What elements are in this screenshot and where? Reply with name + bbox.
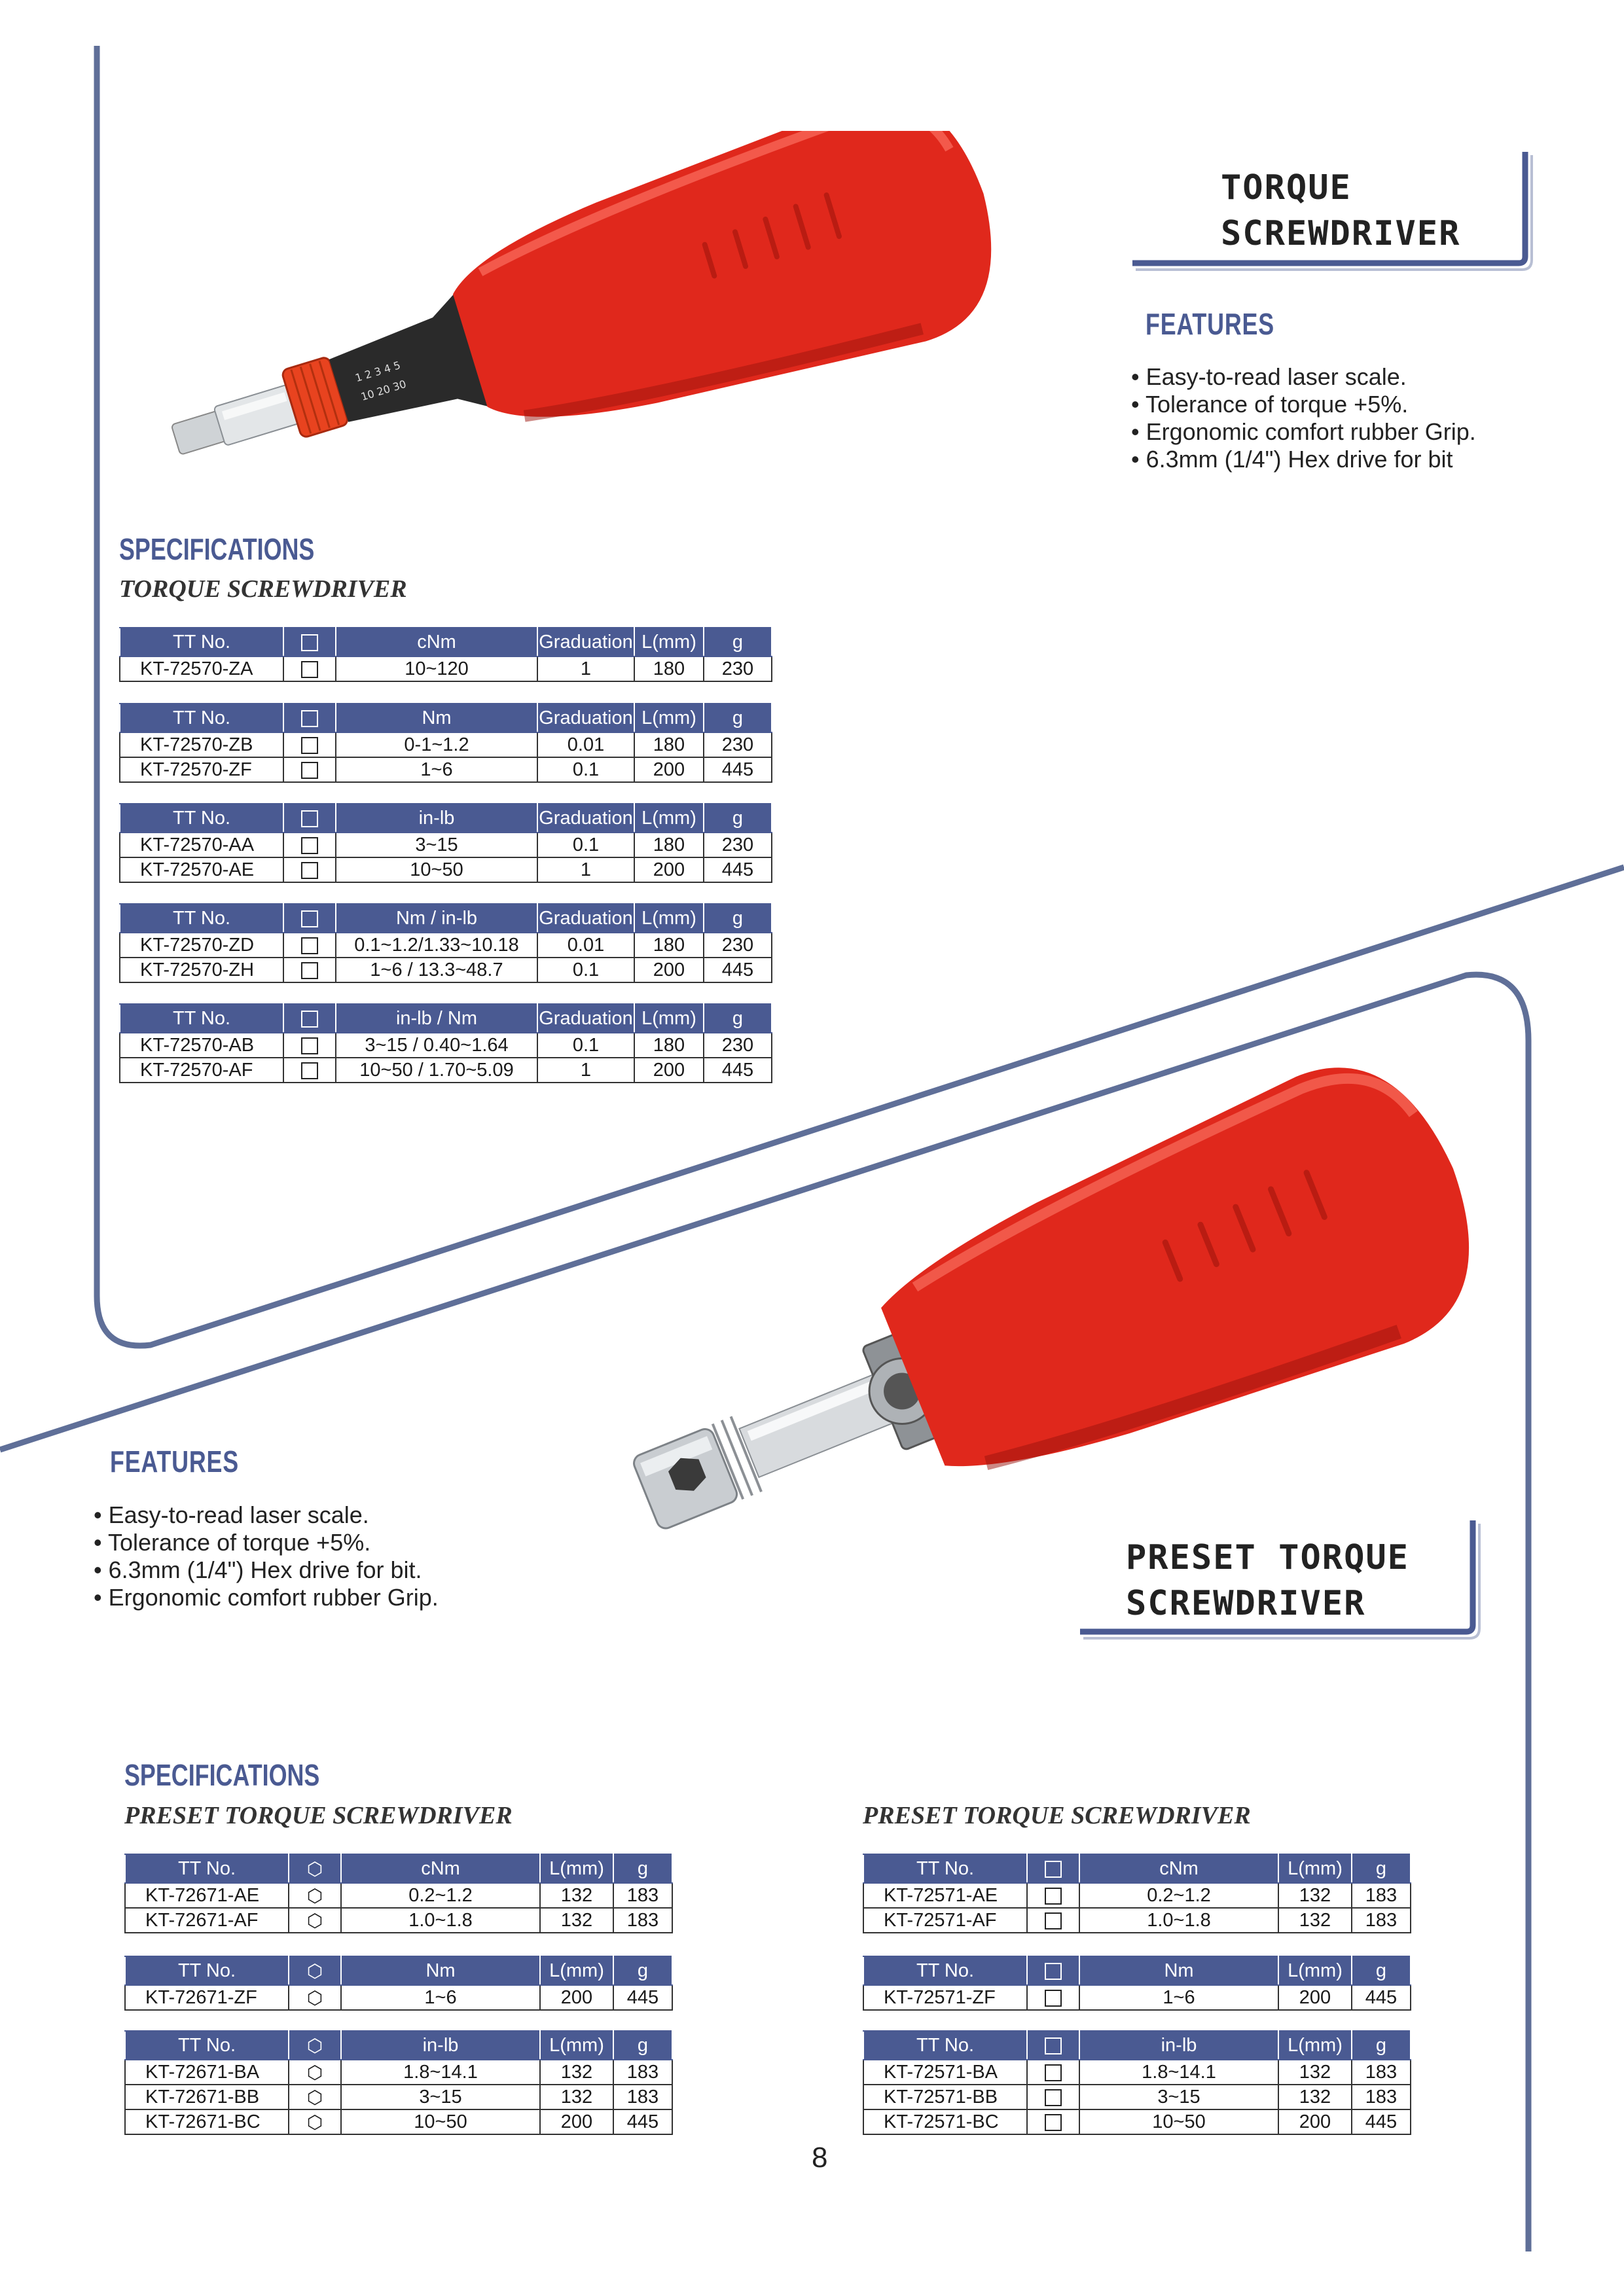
hex-drive-icon: ⬡: [289, 2109, 341, 2134]
column-header: TT No.: [125, 2031, 289, 2060]
title-line-2: SCREWDRIVER: [1126, 1584, 1366, 1623]
column-header: Graduation: [537, 704, 634, 732]
table-cell: 230: [704, 1033, 772, 1058]
table-cell: 1~6: [1079, 1985, 1278, 2010]
table-row: [120, 933, 772, 958]
table-cell: 1.8~14.1: [1079, 2060, 1278, 2085]
table-cell: 0.1: [537, 757, 634, 782]
square-drive-icon: [283, 732, 336, 757]
column-header: g: [613, 1854, 672, 1883]
table-cell: 445: [1352, 1985, 1411, 2010]
column-header: L(mm): [540, 1956, 613, 1985]
hex-drive-icon: ⬡: [289, 2060, 341, 2085]
column-header: L(mm): [634, 628, 704, 656]
hex-drive-icon: ⬡: [289, 1854, 341, 1883]
table-cell: 183: [613, 1883, 672, 1908]
square-drive-icon: [1027, 2060, 1079, 2085]
table-cell: KT-72671-BA: [125, 2060, 289, 2085]
table-cell: 1: [537, 1058, 634, 1083]
column-header: Nm: [336, 704, 537, 732]
table-cell: 132: [540, 2060, 613, 2085]
table-cell: KT-72671-AE: [125, 1883, 289, 1908]
table-header-row: [863, 2031, 1411, 2060]
table-cell: 1.0~1.8: [1079, 1908, 1278, 1933]
table-cell: KT-72570-ZF: [120, 757, 283, 782]
square-drive-icon: [283, 857, 336, 882]
column-header: cNm: [336, 628, 537, 656]
table-header-row: [125, 2031, 672, 2060]
column-header: g: [704, 804, 772, 833]
title-line-1: TORQUE: [1221, 168, 1352, 207]
table-cell: KT-72570-ZA: [120, 656, 283, 681]
column-header: TT No.: [863, 1956, 1027, 1985]
column-header: in-lb: [336, 804, 537, 833]
column-header: g: [704, 1004, 772, 1033]
table-cell: 183: [1352, 1908, 1411, 1933]
hex-drive-icon: ⬡: [289, 1956, 341, 1985]
table-cell: 180: [634, 656, 704, 681]
table-header-row: [125, 1854, 672, 1883]
table-row: [125, 1985, 672, 2010]
table-cell: 230: [704, 933, 772, 958]
feature-item: • Tolerance of torque +5%.: [94, 1529, 439, 1556]
preset-torque-screwdriver-title: [1126, 1535, 1409, 1626]
table-cell: 3~15: [1079, 2085, 1278, 2109]
feature-item: • Tolerance of torque +5%.: [1131, 391, 1476, 418]
table-cell: 183: [1352, 1883, 1411, 1908]
square-drive-icon: [1027, 1985, 1079, 2010]
features-heading: FEATURES: [110, 1444, 239, 1479]
column-header: TT No.: [125, 1956, 289, 1985]
specifications-subtitle: TORQUE SCREWDRIVER: [119, 575, 407, 603]
spec-table: [863, 1854, 1411, 1933]
table-row: [120, 732, 772, 757]
table-cell: 183: [1352, 2060, 1411, 2085]
table-cell: 230: [704, 833, 772, 857]
table-cell: 200: [634, 857, 704, 882]
feature-item: • Ergonomic comfort rubber Grip.: [94, 1584, 439, 1611]
table-cell: KT-72570-AA: [120, 833, 283, 857]
svg-text:1 2 3 4 5: 1 2 3 4 5: [353, 359, 403, 385]
table-cell: KT-72571-BB: [863, 2085, 1027, 2109]
table-cell: 0.01: [537, 933, 634, 958]
column-header: L(mm): [1278, 1854, 1352, 1883]
feature-item: • Easy-to-read laser scale.: [1131, 363, 1476, 391]
table-header-row: [125, 1956, 672, 1985]
spec-table: [124, 1854, 673, 1933]
square-drive-icon: [283, 704, 336, 732]
square-drive-icon: [283, 904, 336, 933]
table-cell: 132: [1278, 1908, 1352, 1933]
column-header: L(mm): [1278, 2031, 1352, 2060]
table-header-row: [120, 1004, 772, 1033]
table-row: [120, 958, 772, 982]
column-header: L(mm): [634, 904, 704, 933]
table-cell: 132: [540, 1908, 613, 1933]
table-cell: KT-72570-ZH: [120, 958, 283, 982]
column-header: TT No.: [120, 628, 283, 656]
preset-torque-screwdriver-image: [576, 1034, 1492, 1571]
table-header-row: [863, 1854, 1411, 1883]
table-cell: 200: [1278, 1985, 1352, 2010]
hex-drive-icon: ⬡: [289, 2085, 341, 2109]
column-header: g: [704, 628, 772, 656]
table-row: [120, 833, 772, 857]
square-drive-icon: [283, 656, 336, 681]
column-header: L(mm): [1278, 1956, 1352, 1985]
column-header: in-lb / Nm: [336, 1004, 537, 1033]
column-header: TT No.: [120, 804, 283, 833]
spec-table: [863, 1956, 1411, 2011]
square-drive-icon: [283, 933, 336, 958]
column-header: Graduation: [537, 904, 634, 933]
column-header: L(mm): [634, 804, 704, 833]
hex-drive-icon: ⬡: [289, 1883, 341, 1908]
table-cell: KT-72571-BC: [863, 2109, 1027, 2134]
table-row: [863, 1883, 1411, 1908]
table-cell: 3~15: [336, 833, 537, 857]
spec-table: [119, 627, 772, 682]
square-drive-icon: [1027, 1956, 1079, 1985]
table-cell: 445: [704, 857, 772, 882]
table-cell: 445: [613, 2109, 672, 2134]
table-row: [863, 1985, 1411, 2010]
square-drive-icon: [1027, 1883, 1079, 1908]
column-header: Nm: [341, 1956, 540, 1985]
column-header: g: [704, 904, 772, 933]
table-cell: 132: [1278, 2085, 1352, 2109]
feature-item: • Easy-to-read laser scale.: [94, 1501, 439, 1529]
table-cell: KT-72671-ZF: [125, 1985, 289, 2010]
title-line-1: PRESET TORQUE: [1126, 1538, 1409, 1577]
feature-item: • 6.3mm (1/4") Hex drive for bit: [1131, 446, 1476, 473]
table-cell: 230: [704, 656, 772, 681]
hex-drive-icon: ⬡: [289, 1908, 341, 1933]
table-cell: 1~6: [341, 1985, 540, 2010]
table-row: [863, 2109, 1411, 2134]
square-drive-icon: [283, 1033, 336, 1058]
column-header: Graduation: [537, 1004, 634, 1033]
torque-screwdriver-image: [131, 131, 1047, 497]
page-number: 8: [812, 2142, 828, 2174]
table-cell: 230: [704, 732, 772, 757]
specifications-heading: SPECIFICATIONS: [119, 532, 315, 566]
table-cell: 0.01: [537, 732, 634, 757]
table-cell: 180: [634, 1033, 704, 1058]
square-drive-icon: [283, 833, 336, 857]
square-drive-icon: [283, 1058, 336, 1083]
table-cell: KT-72570-AE: [120, 857, 283, 882]
table-cell: 10~50 / 1.70~5.09: [336, 1058, 537, 1083]
table-cell: KT-72570-ZD: [120, 933, 283, 958]
column-header: L(mm): [540, 1854, 613, 1883]
column-header: TT No.: [120, 1004, 283, 1033]
specifications-heading: SPECIFICATIONS: [124, 1758, 320, 1792]
square-drive-icon: [1027, 2031, 1079, 2060]
table-cell: 445: [704, 757, 772, 782]
table-row: [863, 1908, 1411, 1933]
table-cell: 10~50: [336, 857, 537, 882]
table-cell: 200: [1278, 2109, 1352, 2134]
spec-table: [119, 903, 772, 983]
table-cell: 183: [1352, 2085, 1411, 2109]
table-header-row: [120, 804, 772, 833]
table-row: [120, 656, 772, 681]
table-cell: 1.0~1.8: [341, 1908, 540, 1933]
features-list: [94, 1501, 439, 1611]
table-cell: 3~15: [341, 2085, 540, 2109]
column-header: g: [704, 704, 772, 732]
hex-drive-icon: ⬡: [289, 1985, 341, 2010]
left-spec-subtitle: PRESET TORQUE SCREWDRIVER: [124, 1802, 513, 1829]
features-list: [1131, 363, 1476, 473]
svg-text:10 20 30: 10 20 30: [359, 377, 408, 403]
table-cell: 445: [613, 1985, 672, 2010]
table-cell: 132: [540, 1883, 613, 1908]
table-cell: 445: [1352, 2109, 1411, 2134]
table-cell: 132: [540, 2085, 613, 2109]
table-cell: 183: [613, 2060, 672, 2085]
column-header: in-lb: [1079, 2031, 1278, 2060]
table-cell: 10~120: [336, 656, 537, 681]
table-header-row: [120, 628, 772, 656]
spec-table: [119, 803, 772, 883]
column-header: TT No.: [125, 1854, 289, 1883]
table-row: [125, 2085, 672, 2109]
table-cell: KT-72571-AF: [863, 1908, 1027, 1933]
table-cell: KT-72671-BB: [125, 2085, 289, 2109]
column-header: L(mm): [540, 2031, 613, 2060]
square-drive-icon: [283, 804, 336, 833]
column-header: Nm: [1079, 1956, 1278, 1985]
column-header: g: [613, 2031, 672, 2060]
table-cell: 10~50: [341, 2109, 540, 2134]
square-drive-icon: [1027, 2109, 1079, 2134]
title-line-2: SCREWDRIVER: [1221, 214, 1461, 253]
column-header: TT No.: [863, 2031, 1027, 2060]
table-cell: 200: [540, 1985, 613, 2010]
table-cell: 0.1: [537, 833, 634, 857]
hex-drive-icon: ⬡: [289, 2031, 341, 2060]
column-header: g: [1352, 2031, 1411, 2060]
column-header: cNm: [341, 1854, 540, 1883]
column-header: TT No.: [120, 904, 283, 933]
column-header: Graduation: [537, 804, 634, 833]
table-cell: 1.8~14.1: [341, 2060, 540, 2085]
table-cell: 180: [634, 732, 704, 757]
table-cell: KT-72571-AE: [863, 1883, 1027, 1908]
column-header: Graduation: [537, 628, 634, 656]
table-cell: 1: [537, 857, 634, 882]
table-cell: 0.2~1.2: [341, 1883, 540, 1908]
square-drive-icon: [283, 757, 336, 782]
table-cell: KT-72570-AF: [120, 1058, 283, 1083]
table-cell: 1: [537, 656, 634, 681]
table-cell: 0-1~1.2: [336, 732, 537, 757]
table-cell: 180: [634, 933, 704, 958]
table-cell: 445: [704, 1058, 772, 1083]
square-drive-icon: [1027, 1908, 1079, 1933]
table-cell: 183: [613, 2085, 672, 2109]
torque-screwdriver-title: [1221, 165, 1460, 257]
square-drive-icon: [1027, 2085, 1079, 2109]
table-cell: KT-72671-AF: [125, 1908, 289, 1933]
table-header-row: [120, 704, 772, 732]
table-cell: 0.1: [537, 1033, 634, 1058]
table-cell: KT-72570-AB: [120, 1033, 283, 1058]
square-drive-icon: [1027, 1854, 1079, 1883]
features-heading: FEATURES: [1146, 307, 1274, 341]
table-cell: 3~15 / 0.40~1.64: [336, 1033, 537, 1058]
column-header: TT No.: [863, 1854, 1027, 1883]
table-cell: 0.2~1.2: [1079, 1883, 1278, 1908]
table-cell: 132: [1278, 2060, 1352, 2085]
table-cell: KT-72571-BA: [863, 2060, 1027, 2085]
column-header: cNm: [1079, 1854, 1278, 1883]
square-drive-icon: [283, 628, 336, 656]
table-cell: 200: [634, 1058, 704, 1083]
table-cell: 183: [613, 1908, 672, 1933]
table-row: [125, 1908, 672, 1933]
table-cell: 200: [634, 958, 704, 982]
table-header-row: [863, 1956, 1411, 1985]
column-header: Nm / in-lb: [336, 904, 537, 933]
table-row: [863, 2060, 1411, 2085]
table-row: [125, 2060, 672, 2085]
column-header: g: [1352, 1956, 1411, 1985]
square-drive-icon: [283, 1004, 336, 1033]
table-row: [125, 2109, 672, 2134]
table-row: [120, 857, 772, 882]
table-row: [125, 1883, 672, 1908]
table-cell: 1~6 / 13.3~48.7: [336, 958, 537, 982]
square-drive-icon: [283, 958, 336, 982]
column-header: g: [1352, 1854, 1411, 1883]
feature-item: • 6.3mm (1/4") Hex drive for bit.: [94, 1556, 439, 1584]
table-cell: 200: [634, 757, 704, 782]
table-row: [120, 757, 772, 782]
table-cell: 0.1~1.2/1.33~10.18: [336, 933, 537, 958]
table-cell: 10~50: [1079, 2109, 1278, 2134]
column-header: g: [613, 1956, 672, 1985]
table-cell: KT-72571-ZF: [863, 1985, 1027, 2010]
column-header: TT No.: [120, 704, 283, 732]
table-header-row: [120, 904, 772, 933]
feature-item: • Ergonomic comfort rubber Grip.: [1131, 418, 1476, 446]
spec-table: [863, 2030, 1411, 2135]
table-cell: 0.1: [537, 958, 634, 982]
table-cell: 180: [634, 833, 704, 857]
table-cell: 200: [540, 2109, 613, 2134]
column-header: L(mm): [634, 1004, 704, 1033]
right-spec-subtitle: PRESET TORQUE SCREWDRIVER: [863, 1802, 1251, 1829]
table-cell: 445: [704, 958, 772, 982]
table-row: [863, 2085, 1411, 2109]
table-cell: KT-72570-ZB: [120, 732, 283, 757]
spec-table: [119, 703, 772, 783]
column-header: in-lb: [341, 2031, 540, 2060]
table-cell: 1~6: [336, 757, 537, 782]
spec-table: [124, 1956, 673, 2011]
table-cell: KT-72671-BC: [125, 2109, 289, 2134]
spec-table: [124, 2030, 673, 2135]
table-cell: 132: [1278, 1883, 1352, 1908]
column-header: L(mm): [634, 704, 704, 732]
